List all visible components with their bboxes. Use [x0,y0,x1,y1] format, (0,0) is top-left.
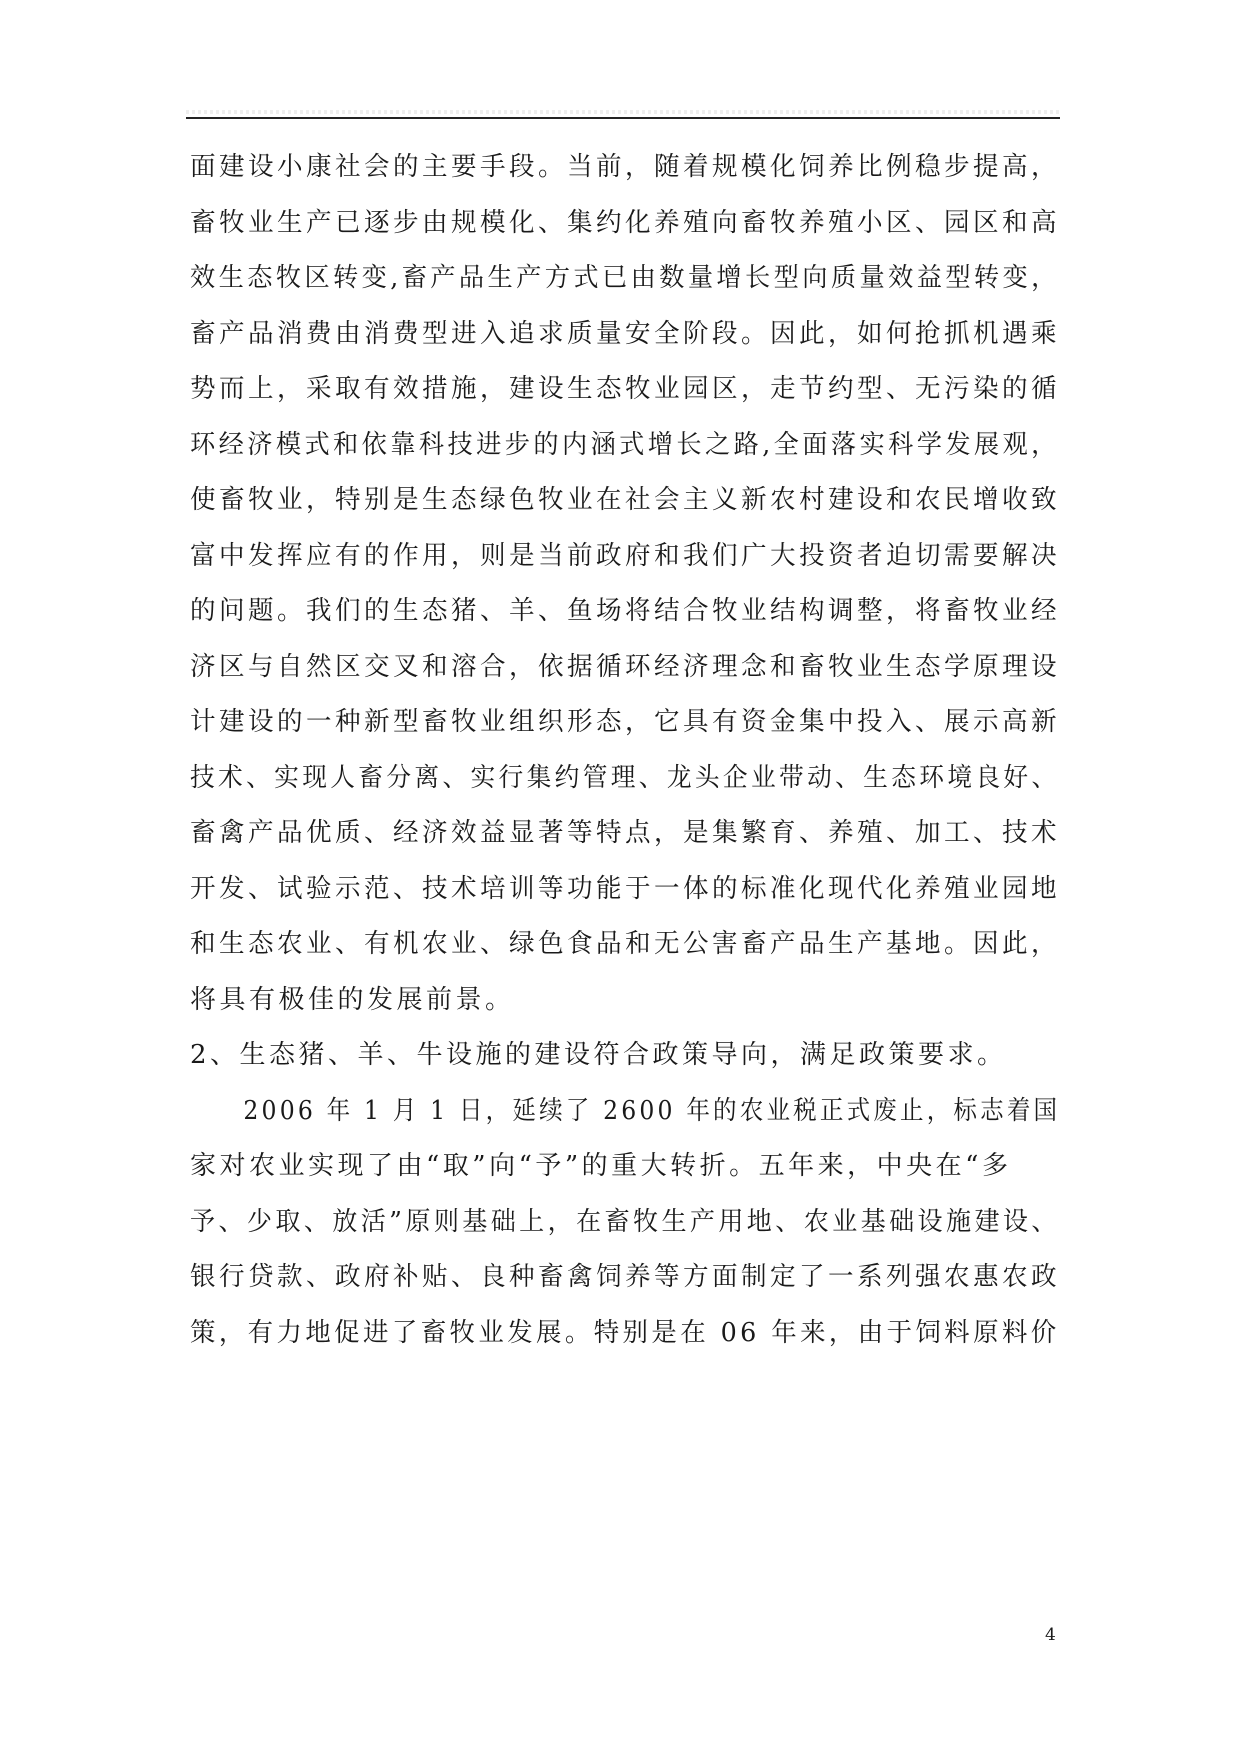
text-line: 效生态牧区转变,畜产品生产方式已由数量增长型向质量效益型转变， [190,263,1060,293]
text-line: 计建设的一种新型畜牧业组织形态，它具有资金集中投入、展示高新 [190,707,1061,737]
body-text [190,140,1060,1361]
text-line: 畜牧业生产已逐步由规模化、集约化养殖向畜牧养殖小区、园区和高 [190,207,1061,238]
text-line: 银行贷款、政府补贴、良种畜禽饲养等方面制定了一系列强农惠农政 [190,1262,1061,1292]
header-rule [186,117,1060,119]
text-line: 策，有力地促进了畜牧业发展。特别是在 06 年来，由于饲料原料价 [190,1317,1060,1348]
header-faint-text [186,110,1060,114]
text-line: 环经济模式和依靠科技进步的内涵式增长之路,全面落实科学发展观， [190,429,1060,460]
text-line: 势而上，采取有效措施，建设生态牧业园区，走节约型、无污染的循 [190,374,1061,404]
text-line: 予、少取、放活”原则基础上，在畜牧生产用地、农业基础设施建设、 [190,1206,1060,1237]
page-number: 4 [1045,1625,1056,1645]
text-line: 畜产品消费由消费型进入追求质量安全阶段。因此，如何抢抓机遇乘 [190,318,1061,349]
text-line: 济区与自然区交叉和溶合，依据循环经济理念和畜牧业生态学原理设 [190,651,1061,682]
text-line: 2006 年 1 月 1 日，延续了 2600 年的农业税正式废止，标志着国 [190,1095,1061,1126]
section-heading: 2、生态猪、羊、牛设施的建设符合政策导向，满足政策要求。 [190,1040,1007,1070]
text-line: 将具有极佳的发展前景。 [190,984,515,1015]
text-line: 面建设小康社会的主要手段。当前，随着规模化饲养比例稳步提高， [190,152,1061,182]
text-line: 开发、试验示范、技术培训等功能于一体的标准化现代化养殖业园地 [190,873,1061,904]
text-line: 的问题。我们的生态猪、羊、鱼场将结合牧业结构调整，将畜牧业经 [190,596,1061,626]
text-line: 富中发挥应有的作用，则是当前政府和我们广大投资者迫切需要解决 [190,540,1061,571]
text-line: 和生态农业、有机农业、绿色食品和无公害畜产品生产基地。因此， [190,929,1061,959]
text-line: 畜禽产品优质、经济效益显著等特点，是集繁育、养殖、加工、技术 [190,818,1061,848]
text-line: 技术、实现人畜分离、实行集约管理、龙头企业带动、生态环境良好、 [190,762,1060,793]
text-line: 使畜牧业，特别是生态绿色牧业在社会主义新农村建设和农民增收致 [190,485,1061,515]
text-line: 家对农业实现了由“取”向“予”的重大转折。五年来，中央在“多 [190,1151,1012,1181]
